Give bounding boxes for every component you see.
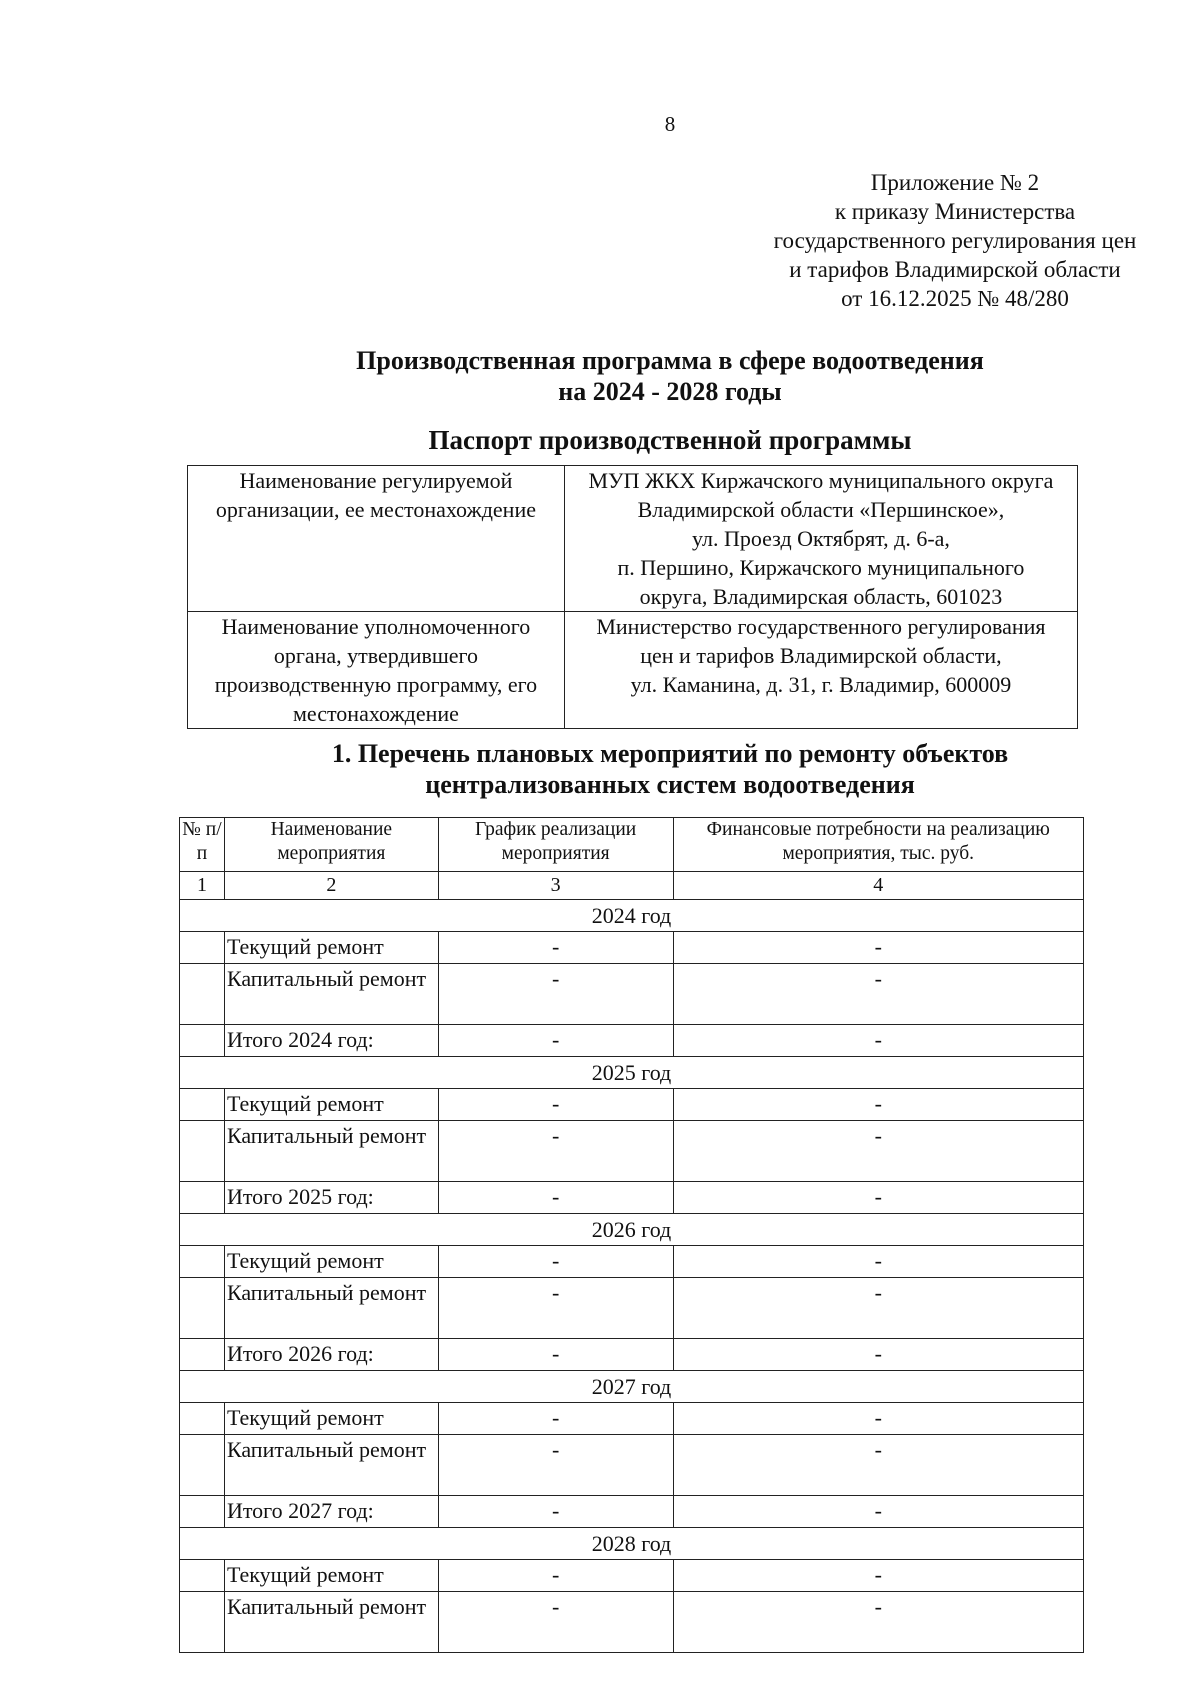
table-row [180,1025,1084,1057]
passport-table [187,465,1078,729]
event-name: Итого 2025 год: [224,1182,438,1214]
row-number [180,1121,225,1182]
appendix-line: и тарифов Владимирской области [789,257,1121,282]
passport-value-line: цен и тарифов Владимирской области, [640,643,1002,668]
column-number: 3 [438,872,673,900]
table-row [180,1278,1084,1339]
passport-title: Паспорт производственной программы [428,425,912,455]
event-name: Текущий ремонт [224,1560,438,1592]
year-label: 2027 год [180,1371,1084,1403]
year-label: 2026 год [180,1214,1084,1246]
table-row [180,932,1084,964]
year-row [180,1528,1084,1560]
row-number [180,1025,225,1057]
table-header-row [180,818,1084,872]
finance-value: - [673,1496,1083,1528]
schedule-value: - [438,1496,673,1528]
finance-value: - [673,1435,1083,1496]
year-label: 2025 год [180,1057,1084,1089]
appendix-line: от 16.12.2025 № 48/280 [841,286,1069,311]
finance-value: - [673,1592,1083,1653]
appendix-line: к приказу Министерства [834,199,1076,224]
row-number [180,1246,225,1278]
row-number [180,1496,225,1528]
column-number-row [180,872,1084,900]
appendix-line: Приложение № 2 [870,170,1040,195]
event-name: Итого 2024 год: [224,1025,438,1057]
section-title [250,738,1090,800]
header-cell: Финансовые потребности на реализацию мероприятия, тыс. руб. [673,818,1083,872]
schedule-value: - [438,1403,673,1435]
title-line: Производственная программа в сфере водоотведения [356,346,984,375]
finance-value: - [673,1403,1083,1435]
passport-row [188,466,1078,612]
finance-value: - [673,964,1083,1025]
column-number: 1 [180,872,225,900]
finance-value: - [673,1339,1083,1371]
schedule-value: - [438,1278,673,1339]
finance-value: - [673,1278,1083,1339]
table-row [180,1339,1084,1371]
column-number: 2 [224,872,438,900]
passport-label: Наименование регулируемой организации, ее местонахождение [188,466,565,612]
schedule-value: - [438,932,673,964]
row-number [180,932,225,964]
schedule-value: - [438,1025,673,1057]
event-name: Капитальный ремонт [224,1121,438,1182]
row-number [180,1403,225,1435]
event-name: Текущий ремонт [224,1246,438,1278]
passport-value [564,612,1077,729]
finance-value: - [673,1121,1083,1182]
schedule-value: - [438,1182,673,1214]
row-number [180,964,225,1025]
row-number [180,1592,225,1653]
passport-row [188,612,1078,729]
passport-value [564,466,1077,612]
event-name: Капитальный ремонт [224,1278,438,1339]
schedule-value: - [438,964,673,1025]
finance-value: - [673,1089,1083,1121]
passport-value-line: ул. Каманина, д. 31, г. Владимир, 600009 [630,672,1012,697]
table-row [180,1435,1084,1496]
year-row [180,1371,1084,1403]
passport-value-line: Владимирской области «Першинское», [637,497,1005,522]
event-name: Текущий ремонт [224,1089,438,1121]
row-number [180,1435,225,1496]
table-row [180,1496,1084,1528]
passport-value-line: Министерство государственного регулирования [596,614,1046,639]
title-line: на 2024 - 2028 годы [558,377,782,406]
table-row [180,1560,1084,1592]
row-number [180,1339,225,1371]
year-row [180,1057,1084,1089]
event-name: Итого 2027 год: [224,1496,438,1528]
finance-value: - [673,1560,1083,1592]
table-row [180,1121,1084,1182]
header-cell: № п/п [180,818,225,872]
year-label: 2028 год [180,1528,1084,1560]
passport-value-line: п. Першино, Киржачского муниципального [617,555,1025,580]
passport-value-line: МУП ЖКХ Киржачского муниципального округа [588,468,1054,493]
schedule-value: - [438,1121,673,1182]
appendix-block [740,168,1170,313]
table-row [180,1246,1084,1278]
year-row [180,900,1084,932]
table-row [180,1089,1084,1121]
schedule-value: - [438,1592,673,1653]
passport-label: Наименование уполномоченного органа, утвердившего производственную программу, его местонахождение [188,612,565,729]
row-number [180,1089,225,1121]
table-row [180,964,1084,1025]
event-name: Капитальный ремонт [224,1435,438,1496]
row-number [180,1278,225,1339]
table-row [180,1592,1084,1653]
schedule-value: - [438,1435,673,1496]
page-number: 8 [664,112,676,136]
appendix-line: государственного регулирования цен [773,228,1137,253]
event-name: Капитальный ремонт [224,964,438,1025]
finance-value: - [673,932,1083,964]
row-number [180,1182,225,1214]
row-number [180,1560,225,1592]
year-row [180,1214,1084,1246]
event-name: Капитальный ремонт [224,1592,438,1653]
passport-value-line: ул. Проезд Октябрят, д. 6-а, [691,526,950,551]
header-cell: График реализации мероприятия [438,818,673,872]
events-table [179,817,1084,1653]
header-cell: Наименование мероприятия [224,818,438,872]
event-name: Текущий ремонт [224,932,438,964]
finance-value: - [673,1246,1083,1278]
passport-value-line: округа, Владимирская область, 601023 [639,584,1003,609]
year-label: 2024 год [180,900,1084,932]
table-row [180,1182,1084,1214]
event-name: Текущий ремонт [224,1403,438,1435]
schedule-value: - [438,1089,673,1121]
column-number: 4 [673,872,1083,900]
section-title-line: 1. Перечень плановых мероприятий по ремонту объектов [331,739,1009,768]
document-title [250,345,1090,407]
schedule-value: - [438,1339,673,1371]
section-title-line: централизованных систем водоотведения [425,770,915,799]
schedule-value: - [438,1246,673,1278]
table-row [180,1403,1084,1435]
event-name: Итого 2026 год: [224,1339,438,1371]
finance-value: - [673,1182,1083,1214]
schedule-value: - [438,1560,673,1592]
finance-value: - [673,1025,1083,1057]
